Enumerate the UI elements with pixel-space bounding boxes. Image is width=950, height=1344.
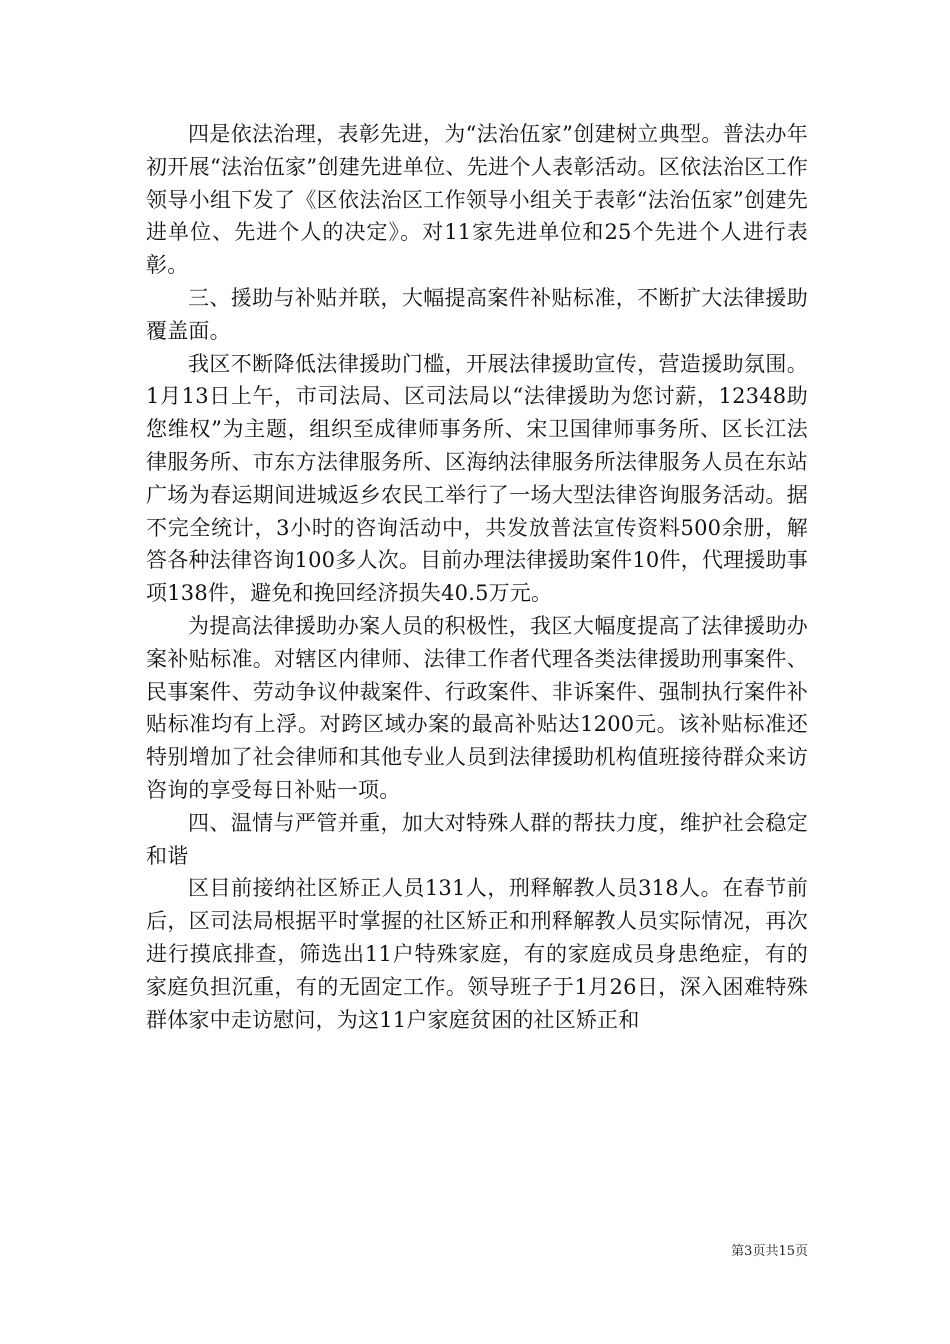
- document-body: [146, 118, 808, 1036]
- paragraph-subsidy-standard: 为提高法律援助办案人员的积极性，我区大幅度提高了法律援助办案补贴标准。对辖区内律师、法律工作者代理各类法律援助刑事案件、民事案件、劳动争议仲裁案件、行政案件、非诉案件、强制执行案件补贴标准均有上浮。对跨区域办案的最高补贴达1200元。该补贴标准还特别增加了社会律师和其他专业人员到法律援助机构值班接待群众来访咨询的享受每日补贴一项。: [146, 613, 808, 802]
- paragraph-legal-governance: 四是依法治理，表彰先进，为“法治伍家”创建树立典型。普法办年初开展“法治伍家”创建先进单位、先进个人表彰活动。区依法治区工作领导小组下发了《区依法治区工作领导小组关于表彰“法治伍家”创建先进单位、先进个人的决定》。对11家先进单位和25个先进个人进行表彰。: [146, 122, 808, 278]
- page-number-footer: 第3页共15页: [731, 1244, 808, 1259]
- section-heading-special-groups: 四、温情与严管并重，加大对特殊人群的帮扶力度，维护社会稳定和谐: [146, 810, 808, 868]
- section-heading-legal-aid: 三、援助与补贴并联，大幅提高案件补贴标准，不断扩大法律援助覆盖面。: [146, 285, 808, 343]
- paragraph-legal-aid-campaign: 我区不断降低法律援助门槛，开展法律援助宣传，营造援助氛围。1月13日上午，市司法局、区司法局以“法律援助为您讨薪，12348助您维权”为主题，组织至成律师事务所、宋卫国律师事务所、区长江法律服务所、市东方法律服务所、区海纳法律服务所法律服务人员在东站广场为春运期间进城返乡农民工举行了一场大型法律咨询服务活动。据不完全统计，3小时的咨询活动中，共发放普法宣传资料500余册，解答各种法律咨询100多人次。目前办理法律援助案件10件，代理援助事项138件，避免和挽回经济损失40.5万元。: [146, 351, 808, 606]
- paragraph-community-correction: 区目前接纳社区矫正人员131人，刑释解教人员318人。在春节前后，区司法局根据平时掌握的社区矫正和刑释解教人员实际情况，再次进行摸底排查，筛选出11户特殊家庭，有的家庭成员身患绝症，有的家庭负担沉重，有的无固定工作。领导班子于1月26日，深入困难特殊群体家中走访慰问，为这11户家庭贫困的社区矫正和: [146, 876, 808, 1032]
